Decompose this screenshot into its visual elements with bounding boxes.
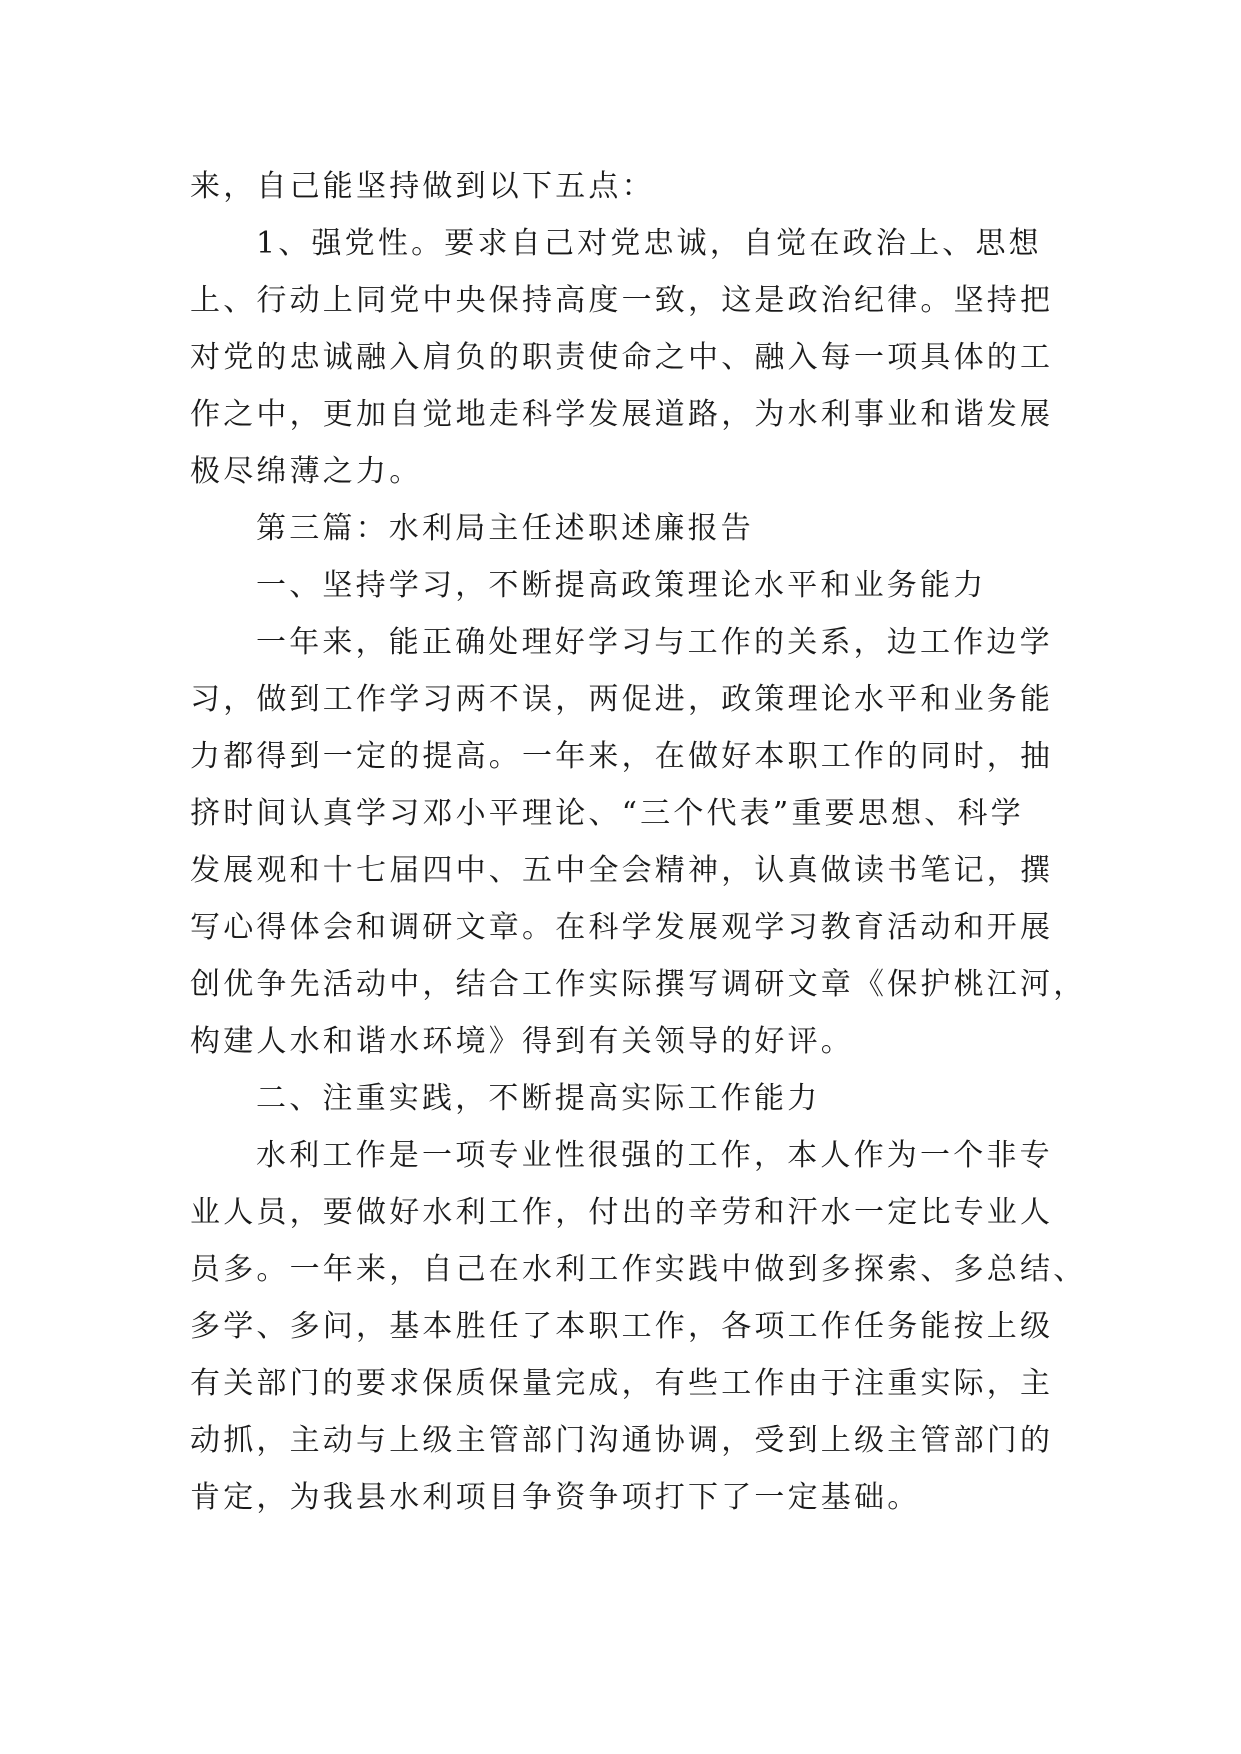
document-page bbox=[190, 158, 1087, 1526]
section-title: 第三篇：水利局主任述职述廉报告 bbox=[256, 511, 754, 546]
heading-two: 二、注重实践，不断提高实际工作能力 bbox=[256, 1081, 821, 1116]
text-line-22: 有关部门的要求保质保量完成，有些工作由于注重实际，主 bbox=[190, 1366, 1054, 1401]
text-line-16: 构建人水和谐水环境》得到有关领导的好评。 bbox=[190, 1024, 854, 1059]
text-line-1: 来，自己能坚持做到以下五点： bbox=[190, 169, 655, 204]
text-line-6: 极尽绵薄之力。 bbox=[190, 454, 423, 489]
text-line-14: 写心得体会和调研文章。在科学发展观学习教育活动和开展 bbox=[190, 910, 1054, 945]
text-line-15: 创优争先活动中，结合工作实际撰写调研文章《保护桃江河， bbox=[190, 967, 1087, 1002]
text-line-24: 肯定，为我县水利项目争资争项打下了一定基础。 bbox=[190, 1480, 921, 1515]
text-line-11: 力都得到一定的提高。一年来，在做好本职工作的同时，抽 bbox=[190, 739, 1054, 774]
text-line-18: 水利工作是一项专业性很强的工作，本人作为一个非专 bbox=[256, 1138, 1053, 1173]
text-line-21: 多学、多问，基本胜任了本职工作，各项工作任务能按上级 bbox=[190, 1309, 1054, 1344]
text-line-10: 习，做到工作学习两不误，两促进，政策理论水平和业务能 bbox=[190, 682, 1054, 717]
text-line-12: 挤时间认真学习邓小平理论、“三个代表”重要思想、科学 bbox=[190, 796, 1024, 831]
text-line-20: 员多。一年来，自己在水利工作实践中做到多探索、多总结、 bbox=[190, 1252, 1087, 1287]
text-line-23: 动抓，主动与上级主管部门沟通协调，受到上级主管部门的 bbox=[190, 1423, 1054, 1458]
text-line-9: 一年来，能正确处理好学习与工作的关系，边工作边学 bbox=[256, 625, 1053, 660]
heading-one: 一、坚持学习，不断提高政策理论水平和业务能力 bbox=[256, 568, 987, 603]
text-line-2: 1、强党性。要求自己对党忠诚，自觉在政治上、思想 bbox=[256, 226, 1042, 261]
text-line-13: 发展观和十七届四中、五中全会精神，认真做读书笔记，撰 bbox=[190, 853, 1054, 888]
text-line-5: 作之中，更加自觉地走科学发展道路，为水利事业和谐发展 bbox=[190, 397, 1054, 432]
text-line-19: 业人员，要做好水利工作，付出的辛劳和汗水一定比专业人 bbox=[190, 1195, 1054, 1230]
text-line-3: 上、行动上同党中央保持高度一致，这是政治纪律。坚持把 bbox=[190, 283, 1054, 318]
text-line-4: 对党的忠诚融入肩负的职责使命之中、融入每一项具体的工 bbox=[190, 340, 1054, 375]
